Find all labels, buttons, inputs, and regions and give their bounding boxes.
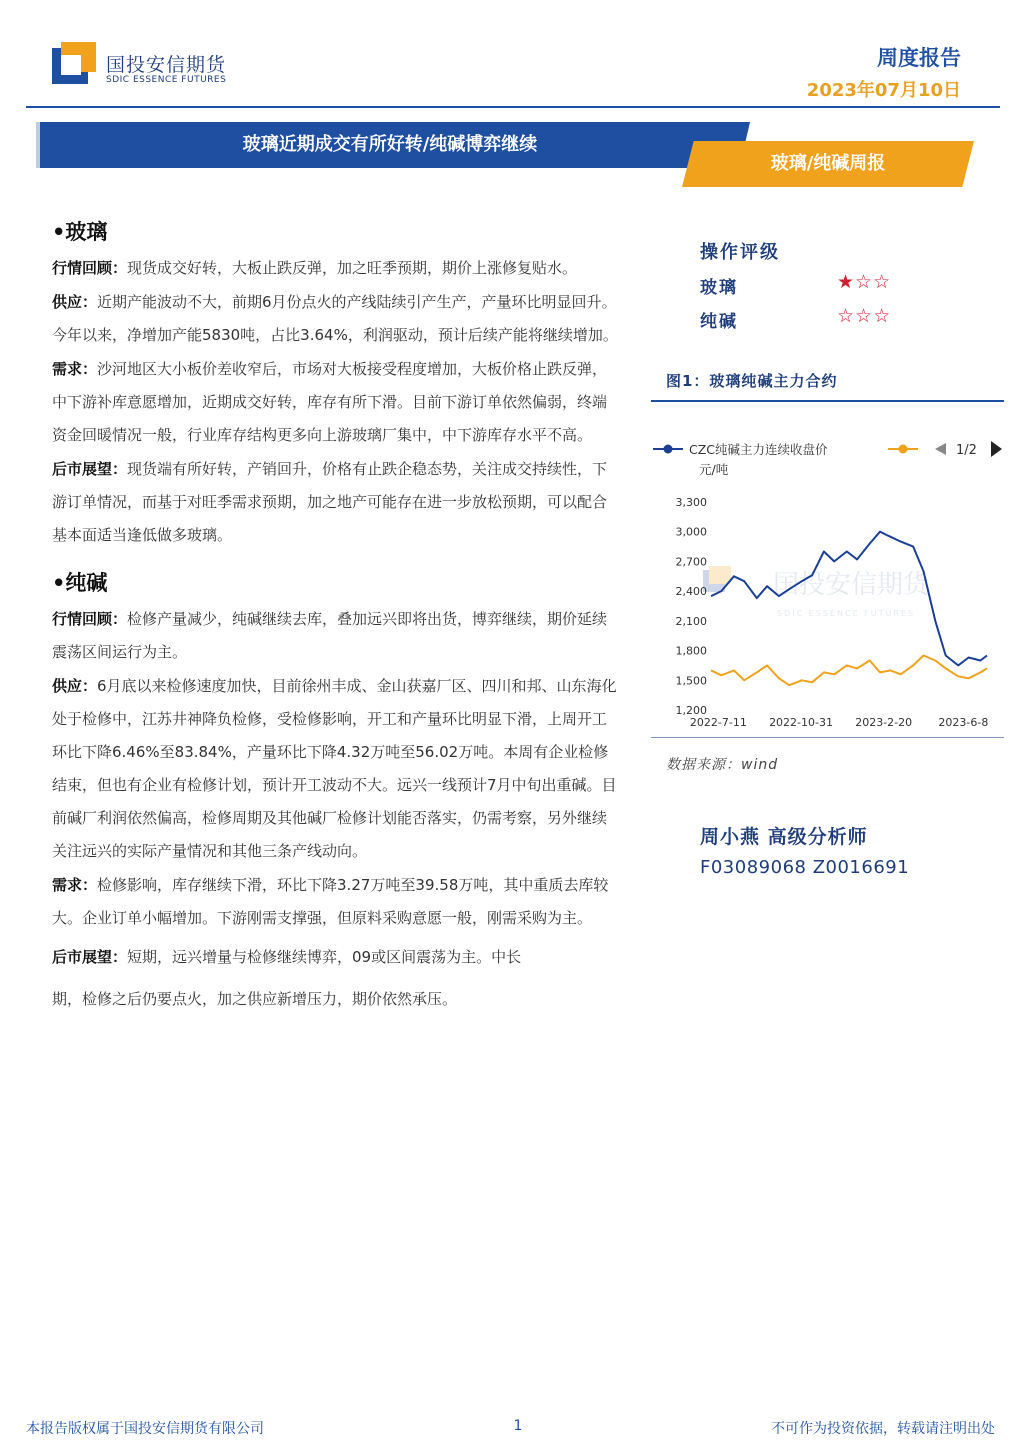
y-tick-label: 2,100 bbox=[675, 614, 707, 628]
y-tick-label: 2,400 bbox=[675, 585, 707, 599]
y-tick-label: 3,300 bbox=[675, 496, 707, 509]
report-subtitle: 玻璃/纯碱周报 bbox=[770, 153, 886, 174]
footer-disclaimer: 不可作为投资依据，转载请注明出处 bbox=[771, 1421, 995, 1437]
glass-demand: 需求：沙河地区大小板价差收窄后，市场对大板接受程度增加，大板价格止跌反弹，中下游补库意愿增加，近期成交好转，库存有所下滑。目前下游订单依然偏弱，终端资金回暖情况一般，行业库存结构更多向上游玻璃厂集中，中下游库存水平不高。 bbox=[52, 360, 608, 444]
legend-prev-icon[interactable] bbox=[935, 443, 946, 455]
legend-marker-soda bbox=[664, 445, 673, 454]
x-tick-label: 2023-2-20 bbox=[855, 716, 913, 729]
legend-next-icon[interactable] bbox=[991, 441, 1002, 457]
page-number: 1 bbox=[513, 1418, 523, 1434]
report-date: 2023年07月10日 bbox=[806, 80, 961, 101]
x-tick-label: 2022-10-31 bbox=[769, 716, 834, 729]
figure-top-rule bbox=[651, 400, 1004, 402]
legend-pager: 1/2 bbox=[956, 443, 977, 458]
main-content bbox=[52, 216, 618, 1021]
report-title: 玻璃近期成交有所好转/纯碱博弈继续 bbox=[242, 134, 538, 155]
x-tick-label: 2022-7-11 bbox=[689, 716, 747, 729]
soda-outlook: 后市展望：短期，远兴增量与检修继续博弈，09或区间震荡为主。中长 期，检修之后仍要点火，加之供应新增压力，期价依然承压。 bbox=[52, 948, 522, 1008]
glass-supply: 供应：近期产能波动不大，前期6月份点火的产线陆续引产生产，产量环比明显回升。今年以来，净增加产能5830吨，占比3.64%，利润驱动，预计后续产能将继续增加。 bbox=[52, 293, 618, 344]
glass-outlook: 后市展望：现货端有所好转，产销回升，价格有止跌企稳态势，关注成交持续性，下游订单情况，而基于对旺季需求预期，加之地产可能存在进一步放松预期，可以配合基本面适当逢低做多玻璃。 bbox=[52, 460, 608, 544]
figure-bottom-rule bbox=[651, 737, 1004, 738]
analyst-name: 周小燕 高级分析师 bbox=[700, 826, 868, 848]
price-chart bbox=[651, 430, 1004, 735]
rating-label-soda: 纯碱 bbox=[700, 312, 738, 332]
figure-title: 图1：玻璃纯碱主力合约 bbox=[666, 372, 838, 390]
data-source: 数据来源：wind bbox=[666, 757, 779, 773]
section-title-glass: •玻璃 bbox=[52, 220, 108, 244]
header-divider bbox=[26, 106, 1000, 108]
watermark-text-cn: 国投安信期货 bbox=[773, 570, 930, 600]
report-type: 周度报告 bbox=[877, 46, 961, 70]
soda-supply: 供应：6月底以来检修速度加快，目前徐州丰成、金山获嘉厂区、四川和邦、山东海化处于检修中，江苏井神降负检修，受检修影响，开工和产量环比明显下滑，上周开工环比下降6.46%至83.84%，产量环比下降4.32万吨至56.02万吨。本周有企业检修结束，但也有企业有检修计划，预计开工波动不大。远兴一线预计7月中旬出重碱。目前碱厂利润依然偏高，检修周期及其他碱厂检修计划能否落实，仍需考察，另外继续关注远兴的实际产量情况和其他三条产线动向。 bbox=[52, 677, 617, 860]
series-line-glass bbox=[711, 656, 987, 686]
watermark-text-en: SDIC ESSENCE FUTURES bbox=[777, 609, 916, 618]
analyst-certificate: F03089068 Z0016691 bbox=[700, 857, 910, 878]
legend-marker-glass bbox=[899, 445, 908, 454]
x-tick-label: 2023-6-8 bbox=[938, 716, 989, 729]
y-axis-unit: 元/吨 bbox=[699, 462, 729, 477]
glass-market-review: 行情回顾：现货成交好转，大板止跌反弹，加之旺季预期，期价上涨修复贴水。 bbox=[52, 259, 578, 277]
section-title-soda: •纯碱 bbox=[52, 571, 108, 595]
rating-stars-soda: ☆☆☆ bbox=[837, 305, 892, 327]
y-tick-label: 1,200 bbox=[675, 704, 707, 717]
chart-legend bbox=[653, 441, 1002, 477]
company-logo-icon bbox=[52, 42, 96, 86]
soda-market-review: 行情回顾：检修产量减少，纯碱继续去库，叠加远兴即将出货，博弈继续，期价延续震荡区间运行为主。 bbox=[52, 610, 608, 661]
soda-demand: 需求：检修影响，库存继续下滑，环比下降3.27万吨至39.58万吨，其中重质去库较大。企业订单小幅增加。下游刚需支撑强，但原料采购意愿一般，刚需采购为主。 bbox=[52, 876, 609, 927]
legend-label-soda: CZC纯碱主力连续收盘价 bbox=[689, 442, 828, 457]
footer-copyright: 本报告版权属于国投安信期货有限公司 bbox=[26, 1421, 264, 1437]
rating-title: 操作评级 bbox=[700, 242, 780, 263]
y-tick-label: 1,500 bbox=[675, 674, 707, 688]
y-tick-label: 1,800 bbox=[675, 644, 707, 658]
y-tick-label: 3,000 bbox=[675, 525, 707, 539]
rating-label-glass: 玻璃 bbox=[700, 278, 738, 298]
rating-stars-glass: ★☆☆ bbox=[837, 271, 892, 293]
company-name-en: SDIC ESSENCE FUTURES bbox=[106, 75, 227, 85]
chart-watermark bbox=[703, 566, 931, 618]
company-name-cn: 国投安信期货 bbox=[106, 54, 227, 76]
y-tick-label: 2,700 bbox=[675, 555, 707, 569]
